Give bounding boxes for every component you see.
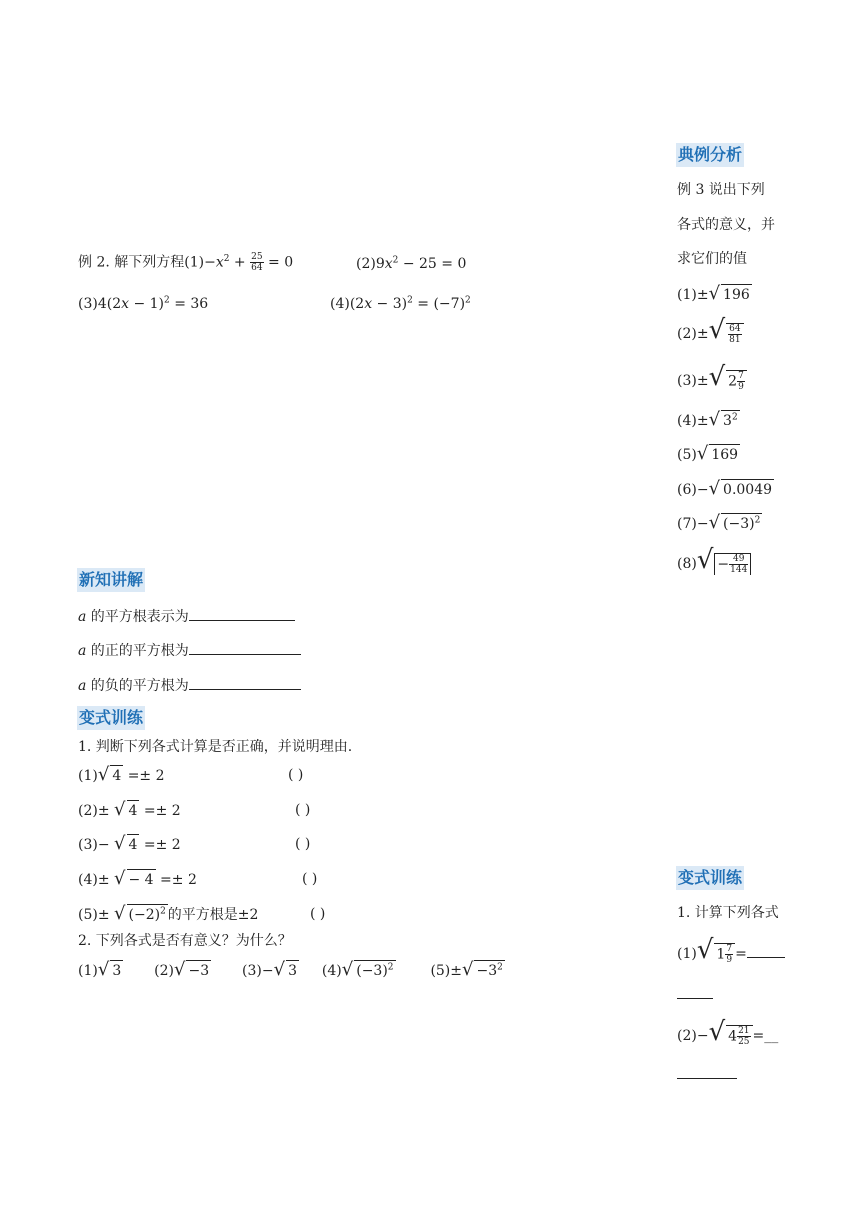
section-heading-practice-right: 变式训练 — [676, 866, 744, 890]
section-heading-examples: 典例分析 — [676, 143, 744, 167]
question2-item-5: $(5)\pm√ -3^2$ — [430, 959, 503, 980]
example2-title-eq1: 例 2. 解下列方程$(1)-x^2$ + $\frac{25}{64}$ = 0 — [78, 252, 294, 273]
question1-answer-4[interactable]: ( ) — [302, 871, 318, 887]
example3-item-7: (7)−√ $(-3)^2$ — [677, 512, 761, 533]
example3-line1: 例 3 说出下列 — [677, 182, 765, 198]
example3-item-8: (8)√ − $\frac{49}{144}$ — [677, 550, 751, 575]
example3-item-3: (3)±√ 2 $\frac{7}{9}$ — [677, 367, 747, 392]
question1-answer-1[interactable]: ( ) — [288, 767, 304, 783]
question2-item-3: (3)−√ 3 — [242, 959, 297, 980]
question2-item-1: (1)√ 3 — [78, 959, 122, 980]
question1-item-2: (2)± √ 4 =± 2 — [78, 799, 181, 820]
answer-blank[interactable] — [189, 640, 301, 655]
calc-item-1-continued — [677, 984, 713, 1005]
calc-item-2-continued — [677, 1064, 737, 1085]
example2-eq3: $(3)4(2x - 1)^2 = 36$ — [78, 295, 209, 312]
answer-blank[interactable] — [747, 943, 785, 958]
question1-title: 1. 判断下列各式计算是否正确，并说明理由. — [78, 739, 353, 755]
question1-item-1: (1)√ 4 =± 2 — [78, 764, 165, 785]
example3-item-5: (5)√ 169 — [677, 443, 739, 464]
question1-answer-2[interactable]: ( ) — [295, 802, 311, 818]
knowledge-point-3: a 的负的平方根为 — [78, 675, 301, 696]
example3-line2: 各式的意义，并 — [677, 217, 775, 233]
example2-eq2: $(2)9x^2 - 25 = 0$ — [356, 255, 467, 272]
question1-item-5: (5)± √ $(-2)^2$ 的平方根是±2 — [78, 903, 259, 924]
example3-item-6: (6)−√ 0.0049 — [677, 478, 773, 499]
knowledge-point-1: a 的平方根表示为 — [78, 606, 295, 627]
calc-item-2: (2)−√ 4 $\frac{21}{25}$ =__ — [677, 1017, 779, 1047]
knowledge-point-2: a 的正的平方根为 — [78, 640, 301, 661]
question2-items — [78, 960, 505, 981]
calc-title: 1. 计算下列各式 — [677, 905, 779, 921]
question1-answer-5[interactable]: ( ) — [310, 906, 326, 922]
example3-item-1: (1)±√ 196 — [677, 283, 750, 304]
calc-item-1: (1)√ 1 $\frac{7}{9}$ = — [677, 940, 785, 965]
question2-item-4: (4)√ $(-3)^2$ — [321, 959, 394, 980]
answer-blank[interactable] — [677, 984, 713, 999]
answer-blank[interactable] — [189, 675, 301, 690]
question1-answer-3[interactable]: ( ) — [295, 836, 311, 852]
example3-item-4: (4)±√ $3^2$ — [677, 409, 738, 430]
example3-line3: 求它们的值 — [677, 251, 747, 267]
example3-item-2: (2)±√ $\frac{64}{81}$ — [677, 320, 744, 345]
answer-blank[interactable] — [677, 1064, 737, 1079]
question2-title: 2. 下列各式是否有意义？为什么？ — [78, 933, 292, 949]
section-heading-new-knowledge: 新知讲解 — [77, 568, 145, 592]
question1-item-3: (3)− √ 4 =± 2 — [78, 833, 181, 854]
answer-blank[interactable] — [189, 606, 295, 621]
question2-item-2: (2)√ −3 — [154, 959, 210, 980]
section-heading-practice: 变式训练 — [77, 706, 145, 730]
example2-eq4: $(4)(2x - 3)^2 = (-7)^2$ — [330, 295, 471, 312]
question1-item-4: (4)± √ − 4 =± 2 — [78, 868, 197, 889]
